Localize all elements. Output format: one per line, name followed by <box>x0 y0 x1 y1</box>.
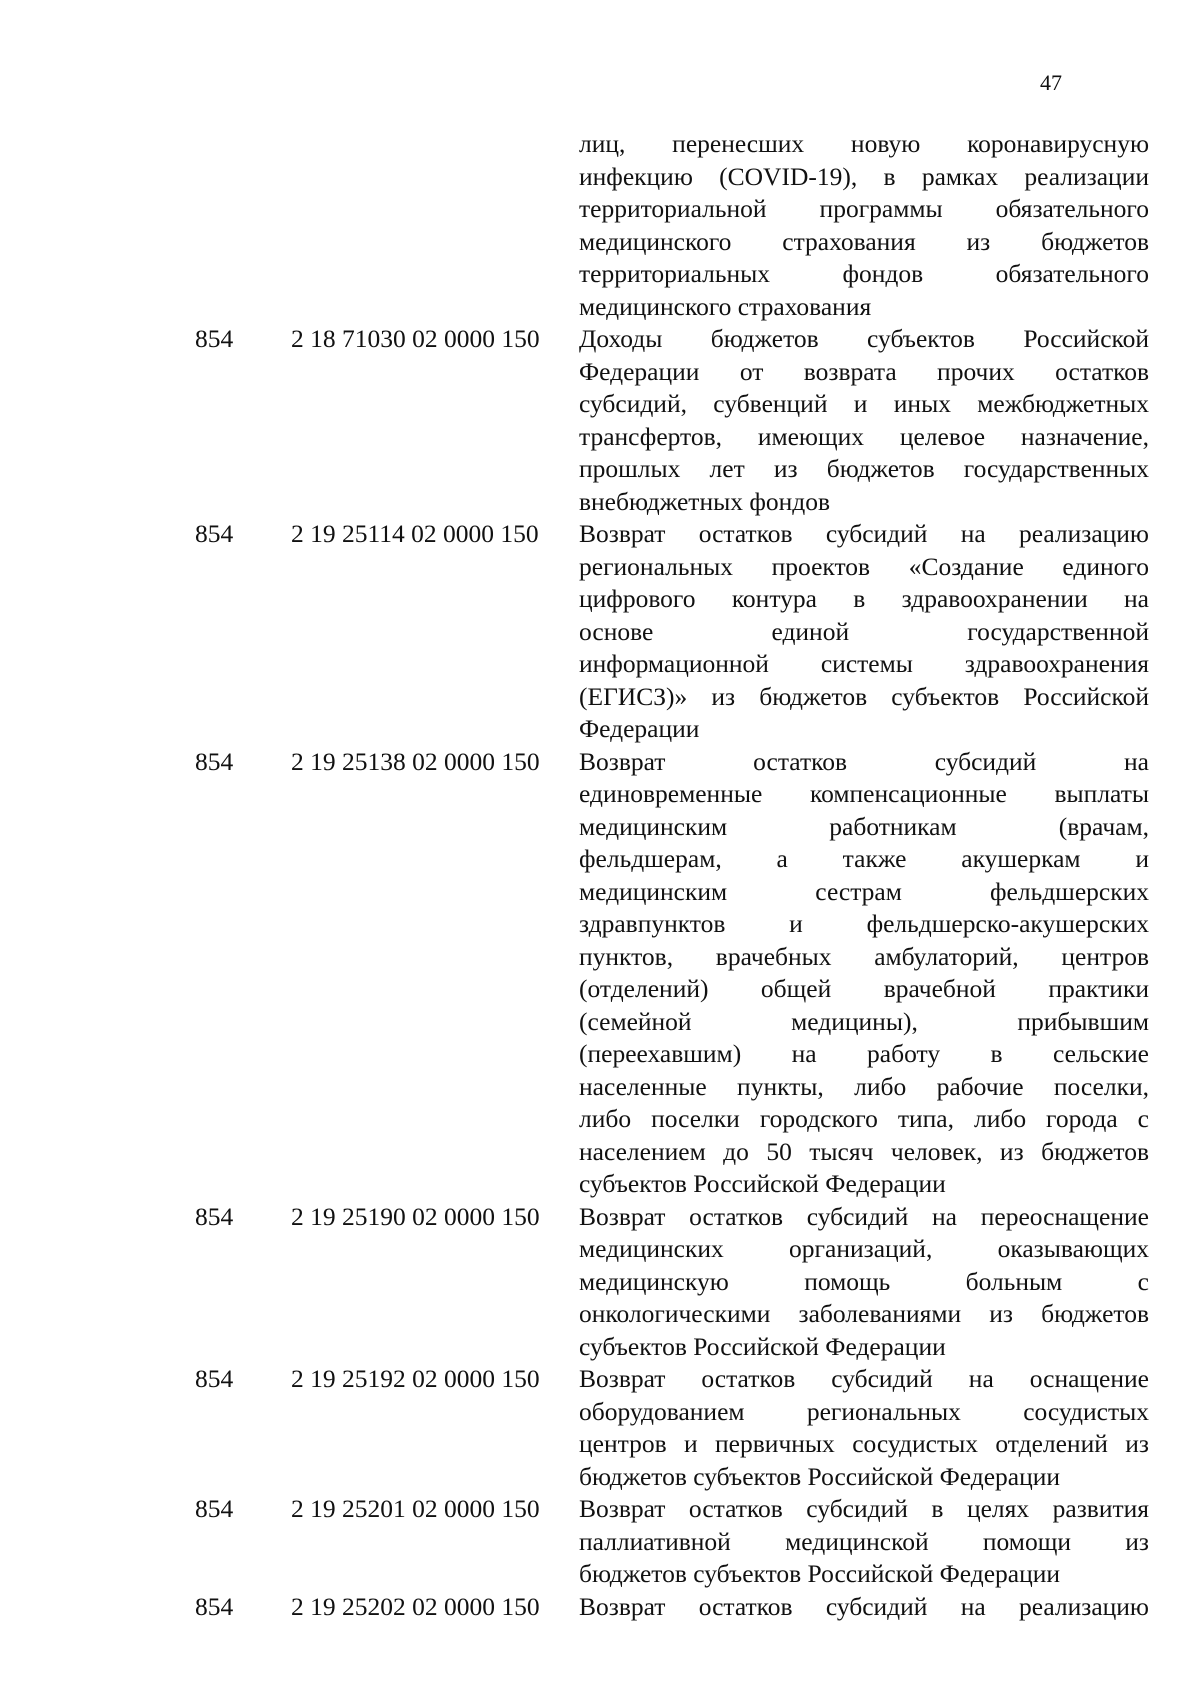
description-line: информационной системы здравоохранения <box>579 649 1149 678</box>
admin-code: 854 <box>195 1201 234 1231</box>
description-line: бюджетов субъектов Российской Федерации <box>579 1461 1061 1491</box>
description-line: Федерации <box>579 714 700 743</box>
description-line: Федерации от возврата прочих остатков <box>579 356 1149 386</box>
description-line: инфекцию (COVID-19), в рамках реализации <box>579 161 1149 191</box>
description-line: оборудованием региональных сосудистых <box>579 1396 1149 1426</box>
description-line: медицинского страхования <box>579 291 872 321</box>
page-number: 47 <box>1040 70 1062 95</box>
description-line: медицинскую помощь больным с <box>579 1266 1149 1296</box>
description-line: здравпунктов и фельдшерско-акушерских <box>579 909 1149 938</box>
admin-code: 854 <box>195 746 234 776</box>
budget-classification-code: 2 19 25114 02 0000 150 <box>291 519 539 548</box>
description-line: Доходы бюджетов субъектов Российской <box>579 324 1149 353</box>
table-row <box>0 128 1200 323</box>
description-line: территориальных фондов обязательного <box>579 259 1149 288</box>
income-description <box>579 128 1149 323</box>
table-row <box>0 518 1200 746</box>
description-line: Возврат остатков субсидий на реализацию <box>579 1591 1149 1621</box>
budget-classification-code: 2 18 71030 02 0000 150 <box>291 324 540 353</box>
budget-classification-code: 2 19 25202 02 0000 150 <box>291 1591 540 1621</box>
description-line: фельдшерам, а также акушеркам и <box>579 844 1149 873</box>
description-line: лиц, перенесших новую коронавирусную <box>579 129 1149 158</box>
table-row <box>0 1493 1200 1591</box>
description-line: субъектов Российской Федерации <box>579 1169 946 1198</box>
description-line: либо поселки городского типа, либо города с <box>579 1104 1149 1133</box>
description-line: центров и первичных сосудистых отделений из <box>579 1429 1149 1458</box>
description-line: прошлых лет из бюджетов государственных <box>579 454 1149 483</box>
budget-classification-code: 2 19 25192 02 0000 150 <box>291 1364 540 1393</box>
description-line: населенные пункты, либо рабочие поселки, <box>579 1071 1149 1101</box>
income-description <box>579 746 1149 1201</box>
table-row <box>0 323 1200 518</box>
description-line: (отделений) общей врачебной практики <box>579 974 1149 1003</box>
admin-code: 854 <box>195 1591 234 1621</box>
description-line: Возврат остатков субсидий на оснащение <box>579 1364 1149 1393</box>
description-line: Возврат остатков субсидий в целях развития <box>579 1494 1149 1523</box>
description-line: паллиативной медицинской помощи из <box>579 1526 1149 1556</box>
description-line: медицинским сестрам фельдшерских <box>579 876 1149 906</box>
description-line: (семейной медицины), прибывшим <box>579 1006 1149 1036</box>
budget-classification-code: 2 19 25138 02 0000 150 <box>291 746 540 776</box>
admin-code: 854 <box>195 1364 234 1393</box>
table-row <box>0 746 1200 1201</box>
description-line: Возврат остатков субсидий на реализацию <box>579 519 1149 548</box>
description-line: региональных проектов «Создание единого <box>579 551 1149 581</box>
description-line: (переехавшим) на работу в сельские <box>579 1039 1149 1068</box>
description-line: субсидий, субвенций и иных межбюджетных <box>579 389 1149 418</box>
description-line: пунктов, врачебных амбулаторий, центров <box>579 941 1149 971</box>
description-line: основе единой государственной <box>579 616 1149 646</box>
income-code-table <box>0 128 1200 1623</box>
description-line: территориальной программы обязательного <box>579 194 1149 223</box>
table-row <box>0 1363 1200 1493</box>
description-line: трансфертов, имеющих целевое назначение, <box>579 421 1149 451</box>
budget-classification-code: 2 19 25190 02 0000 150 <box>291 1201 540 1231</box>
description-line: внебюджетных фондов <box>579 486 831 516</box>
income-description <box>579 518 1149 746</box>
table-row <box>0 1201 1200 1364</box>
income-description <box>579 1591 1149 1624</box>
description-line: единовременные компенсационные выплаты <box>579 779 1149 808</box>
description-line: бюджетов субъектов Российской Федерации <box>579 1559 1061 1588</box>
description-line: (ЕГИСЗ)» из бюджетов субъектов Российской <box>579 681 1149 711</box>
admin-code: 854 <box>195 1494 234 1523</box>
description-line: онкологическими заболеваниями из бюджетов <box>579 1299 1149 1328</box>
description-line: Возврат остатков субсидий на <box>579 746 1149 776</box>
description-line: цифрового контура в здравоохранении на <box>579 584 1149 613</box>
description-line: Возврат остатков субсидий на переоснащение <box>579 1201 1149 1231</box>
income-description <box>579 323 1149 518</box>
description-line: медицинских организаций, оказывающих <box>579 1234 1149 1263</box>
income-description <box>579 1493 1149 1591</box>
admin-code: 854 <box>195 519 234 548</box>
description-line: субъектов Российской Федерации <box>579 1331 946 1361</box>
description-line: медицинским работникам (врачам, <box>579 811 1149 841</box>
budget-classification-code: 2 19 25201 02 0000 150 <box>291 1494 540 1523</box>
description-line: медицинского страхования из бюджетов <box>579 226 1149 256</box>
description-line: населением до 50 тысяч человек, из бюджетов <box>579 1136 1149 1166</box>
admin-code: 854 <box>195 324 234 353</box>
income-description <box>579 1363 1149 1493</box>
income-description <box>579 1201 1149 1364</box>
table-row <box>0 1591 1200 1624</box>
